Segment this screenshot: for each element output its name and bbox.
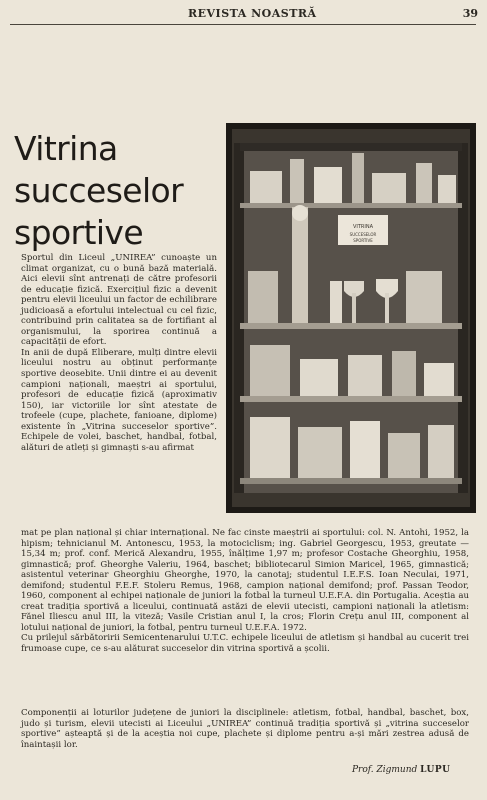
title-line-3: sportive: [14, 213, 144, 252]
author-prefix: Prof. Zigmund: [352, 765, 418, 775]
author-surname: LUPU: [420, 765, 451, 775]
article-full-width-text: mat pe plan național și chiar internațional. Ne fac cinste maeștrii ai sportului: col. N. Antohi, 1952, la hipism; tehnicianul M. Antonescu, 1953, la motociclism; ing. Gabriel Georgescu, 1953, greutate — 15,34 m; prof. conf. Merică Alexandru, 1955, înălțime 1,97 m; profesor Costache Gheorghiu, 1958, gimnastică; prof. Gheorghe Valeriu, 1964, baschet; bibliotecarul Simion Maricel, 1965, gimnastică; asistentul veterinar Gheorghiu Gheorghe, 1970, la canotaj; studentul I.E.F.S. Ioan Neculai, 1971, demifond; studentul F.E.F. Stoleru Remus, 1968, campion național demifond; prof. Passan Teodor, 1960, component al echipei naționale de juniori la fotbal la turneul U.E.F.A. din Portugalia. Aceștia au creat tradiția sportivă a liceului, continuată astăzi de elevii utecisti, campioni naționali la atletism: Fănel Iliescu anul III, la viteză; Vasile Cristian anul I, la cros; Florin Crețu anul III, component al lotului național de juniori, la fotbal, pentru turneul U.E.F.A. 1972. Cu prilejul sărbătoririi Semicentenarului U.T.C. echipele liceului de atletism și handbal au cucerit trei frumoase cupe, ce s-au alăturat succeselor din vitrina sportivă a școlii.: [21, 528, 469, 655]
header-rule: [10, 24, 476, 25]
svg-text:VITRINA: VITRINA: [352, 224, 374, 230]
page-header: [10, 6, 478, 24]
svg-text:SPORTIVE: SPORTIVE: [353, 238, 373, 243]
article-column-text: Sportul din Liceul „UNIREA” cunoaște un climat organizat, cu o bună bază materială. Aici elevii sînt antrenați de către profesorii de educație fizică. Exercițiul fizic a devenit pentru elevii liceului un factor de echilibrare judicioasă a efortului intelectual cu cel fizic, contribuind prin calitatea sa de fortifiant al organismului, la sporirea continuă a capacității de efort. In anii de după Eliberare, mulți dintre elevii liceului nostru au obținut performanțe sportive deosebite. Unii dintre ei au devenit campioni naționali, maeștri ai sportului, profesori de educație fizică (aproximativ 150), iar victoriile lor sînt atestate de trofeele (cupe, plachete, fanioane, diplome) existente în „Vitrina succeselor sportive”. Echipele de volei, baschet, handbal, fotbal, alături de atleți și gimnaști s-au afirmat: [21, 253, 217, 453]
title-line-1: Vitrina: [14, 129, 118, 168]
running-title: REVISTA NOASTRĂ: [188, 7, 317, 20]
article-final-paragraph: Componenții ai loturilor județene de juniori la disciplinele: atletism, fotbal, handbal, baschet, box, judo și turism, elevii utecisti ai Liceului „UNIREA” continuă tradiția sportivă și „vitrina succeselor sportive” așteaptă și de la aceștia noi cupe, plachete și diplome pentru a-și mări zestrea adusă de înaintașii lor.: [21, 708, 469, 750]
trophy-cabinet-photo: [226, 123, 476, 513]
title-line-2: succeselor: [14, 171, 184, 210]
svg-text:SUCCESELOR: SUCCESELOR: [349, 232, 377, 237]
author-signature: [352, 765, 450, 775]
trophy-cabinet-illustration: [226, 123, 476, 513]
page-number: 39: [462, 7, 478, 20]
article-title: [14, 128, 214, 254]
